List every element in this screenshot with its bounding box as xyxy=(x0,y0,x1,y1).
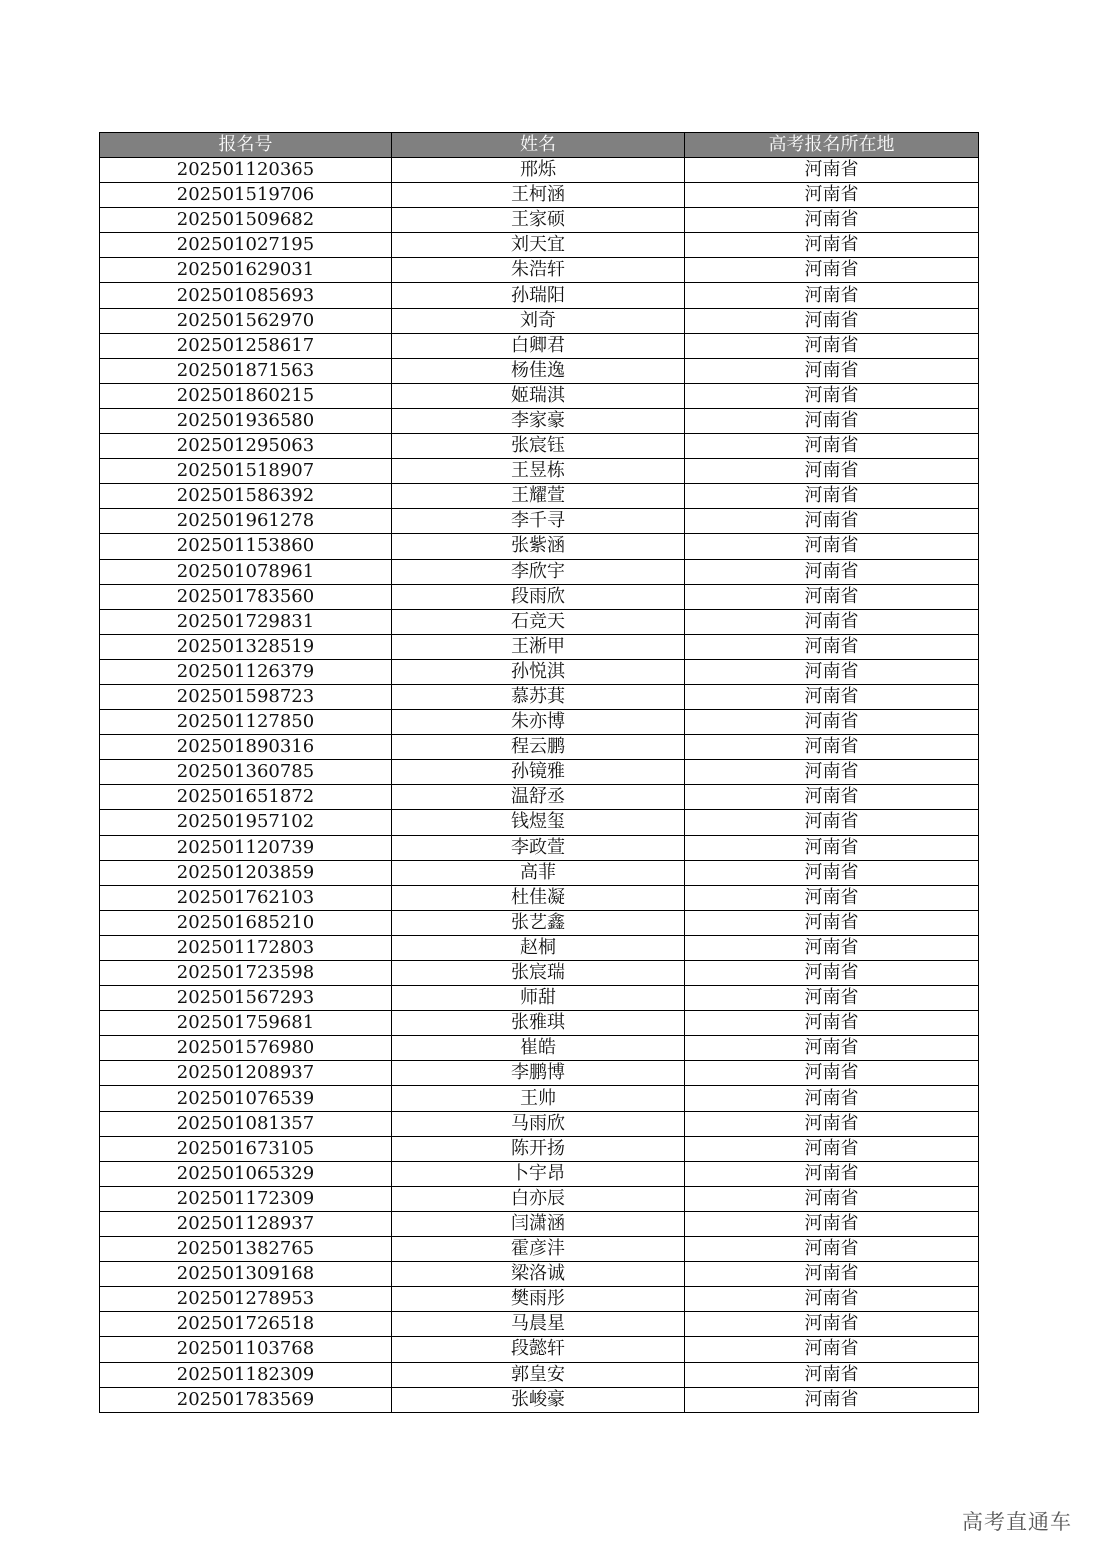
registration-number-cell: 202501890316 xyxy=(100,735,392,760)
registration-number-cell: 202501871563 xyxy=(100,358,392,383)
registration-number-cell: 202501182309 xyxy=(100,1362,392,1387)
student-name-cell: 郭皇安 xyxy=(392,1362,685,1387)
registration-location-cell: 河南省 xyxy=(685,1337,979,1362)
watermark-text: 高考直通车 xyxy=(962,1510,1072,1534)
student-name-cell: 张宸瑞 xyxy=(392,961,685,986)
student-name-cell: 朱亦博 xyxy=(392,710,685,735)
registration-location-cell: 河南省 xyxy=(685,835,979,860)
registration-location-cell: 河南省 xyxy=(685,459,979,484)
registration-number-cell: 202501509682 xyxy=(100,208,392,233)
table-row xyxy=(100,760,979,785)
student-name-cell: 崔皓 xyxy=(392,1036,685,1061)
student-name-cell: 邢烁 xyxy=(392,158,685,183)
student-name-cell: 李政萱 xyxy=(392,835,685,860)
student-name-cell: 闫潇涵 xyxy=(392,1211,685,1236)
registration-location-cell: 河南省 xyxy=(685,233,979,258)
registration-number-cell: 202501208937 xyxy=(100,1061,392,1086)
registration-number-cell: 202501519706 xyxy=(100,183,392,208)
registration-number-cell: 202501759681 xyxy=(100,1011,392,1036)
table-row xyxy=(100,534,979,559)
registration-location-cell: 河南省 xyxy=(685,258,979,283)
registration-location-cell: 河南省 xyxy=(685,609,979,634)
student-name-cell: 王家硕 xyxy=(392,208,685,233)
registration-location-cell: 河南省 xyxy=(685,1237,979,1262)
registration-number-cell: 202501673105 xyxy=(100,1136,392,1161)
table-row xyxy=(100,1287,979,1312)
registration-number-cell: 202501078961 xyxy=(100,559,392,584)
header-row xyxy=(100,133,979,158)
registration-number-cell: 202501172803 xyxy=(100,935,392,960)
registration-location-cell: 河南省 xyxy=(685,885,979,910)
table-row xyxy=(100,1161,979,1186)
roster-body xyxy=(100,158,979,1413)
student-name-cell: 温舒丞 xyxy=(392,785,685,810)
registration-location-cell: 河南省 xyxy=(685,1186,979,1211)
student-name-cell: 赵桐 xyxy=(392,935,685,960)
registration-number-cell: 202501153860 xyxy=(100,534,392,559)
student-name-cell: 程云鹏 xyxy=(392,735,685,760)
registration-location-cell: 河南省 xyxy=(685,1136,979,1161)
table-row xyxy=(100,1387,979,1412)
registration-location-cell: 河南省 xyxy=(685,584,979,609)
student-name-cell: 张雅琪 xyxy=(392,1011,685,1036)
table-row xyxy=(100,1011,979,1036)
table-row xyxy=(100,333,979,358)
registration-number-cell: 202501598723 xyxy=(100,684,392,709)
registration-location-cell: 河南省 xyxy=(685,158,979,183)
registration-location-cell: 河南省 xyxy=(685,634,979,659)
registration-location-cell: 河南省 xyxy=(685,1111,979,1136)
student-name-cell: 马晨星 xyxy=(392,1312,685,1337)
registration-number-cell: 202501562970 xyxy=(100,308,392,333)
table-row xyxy=(100,1136,979,1161)
registration-number-cell: 202501576980 xyxy=(100,1036,392,1061)
student-name-cell: 白亦辰 xyxy=(392,1186,685,1211)
table-row xyxy=(100,1111,979,1136)
registration-location-cell: 河南省 xyxy=(685,1287,979,1312)
registration-location-cell: 河南省 xyxy=(685,1312,979,1337)
registration-number-cell: 202501685210 xyxy=(100,910,392,935)
table-row xyxy=(100,183,979,208)
registration-number-cell: 202501128937 xyxy=(100,1211,392,1236)
registration-location-cell: 河南省 xyxy=(685,434,979,459)
registration-number-cell: 202501726518 xyxy=(100,1312,392,1337)
registration-number-cell: 202501203859 xyxy=(100,860,392,885)
registration-number-cell: 202501076539 xyxy=(100,1086,392,1111)
registration-location-cell: 河南省 xyxy=(685,484,979,509)
table-row xyxy=(100,885,979,910)
student-name-cell: 孙瑞阳 xyxy=(392,283,685,308)
registration-number-cell: 202501065329 xyxy=(100,1161,392,1186)
table-row xyxy=(100,383,979,408)
registration-location-cell: 河南省 xyxy=(685,961,979,986)
registration-location-cell: 河南省 xyxy=(685,986,979,1011)
registration-location-cell: 河南省 xyxy=(685,1011,979,1036)
student-name-cell: 李家豪 xyxy=(392,408,685,433)
student-name-cell: 师甜 xyxy=(392,986,685,1011)
registration-location-cell: 河南省 xyxy=(685,785,979,810)
student-name-cell: 马雨欣 xyxy=(392,1111,685,1136)
registration-location-cell: 河南省 xyxy=(685,559,979,584)
registration-number-cell: 202501309168 xyxy=(100,1262,392,1287)
student-name-cell: 杨佳逸 xyxy=(392,358,685,383)
registration-number-cell: 202501081357 xyxy=(100,1111,392,1136)
student-name-cell: 李千寻 xyxy=(392,509,685,534)
student-name-cell: 孙悦淇 xyxy=(392,659,685,684)
table-row xyxy=(100,1362,979,1387)
table-row xyxy=(100,559,979,584)
table-row xyxy=(100,158,979,183)
registration-location-cell: 河南省 xyxy=(685,408,979,433)
student-name-cell: 杜佳凝 xyxy=(392,885,685,910)
registration-number-cell: 202501783560 xyxy=(100,584,392,609)
registration-number-cell: 202501961278 xyxy=(100,509,392,534)
student-name-cell: 石竞天 xyxy=(392,609,685,634)
registration-location-cell: 河南省 xyxy=(685,860,979,885)
registration-number-cell: 202501651872 xyxy=(100,785,392,810)
table-row xyxy=(100,961,979,986)
table-row xyxy=(100,408,979,433)
student-name-cell: 李欣宇 xyxy=(392,559,685,584)
registration-number-cell: 202501127850 xyxy=(100,710,392,735)
table-row xyxy=(100,459,979,484)
table-row xyxy=(100,584,979,609)
student-name-cell: 高菲 xyxy=(392,860,685,885)
registration-location-cell: 河南省 xyxy=(685,1211,979,1236)
registration-number-cell: 202501295063 xyxy=(100,434,392,459)
registration-number-cell: 202501382765 xyxy=(100,1237,392,1262)
registration-location-cell: 河南省 xyxy=(685,383,979,408)
registration-number-cell: 202501567293 xyxy=(100,986,392,1011)
table-row xyxy=(100,434,979,459)
table-row xyxy=(100,986,979,1011)
table-row xyxy=(100,935,979,960)
student-name-cell: 刘天宜 xyxy=(392,233,685,258)
registration-number-cell: 202501957102 xyxy=(100,810,392,835)
table-row xyxy=(100,835,979,860)
registration-number-cell: 202501629031 xyxy=(100,258,392,283)
student-name-cell: 钱煜玺 xyxy=(392,810,685,835)
table-row xyxy=(100,634,979,659)
student-name-cell: 王昱栋 xyxy=(392,459,685,484)
registration-number-cell: 202501120739 xyxy=(100,835,392,860)
registration-number-cell: 202501762103 xyxy=(100,885,392,910)
table-row xyxy=(100,208,979,233)
registration-number-cell: 202501328519 xyxy=(100,634,392,659)
table-row xyxy=(100,1086,979,1111)
registration-number-cell: 202501723598 xyxy=(100,961,392,986)
registration-number-cell: 202501126379 xyxy=(100,659,392,684)
table-row xyxy=(100,710,979,735)
registration-number-cell: 202501729831 xyxy=(100,609,392,634)
registration-location-cell: 河南省 xyxy=(685,1086,979,1111)
registration-number-cell: 202501085693 xyxy=(100,283,392,308)
registration-location-cell: 河南省 xyxy=(685,283,979,308)
table-row xyxy=(100,358,979,383)
registration-location-cell: 河南省 xyxy=(685,183,979,208)
registration-location-cell: 河南省 xyxy=(685,935,979,960)
registration-location-cell: 河南省 xyxy=(685,1161,979,1186)
table-row xyxy=(100,258,979,283)
registration-number-cell: 202501360785 xyxy=(100,760,392,785)
table-row xyxy=(100,810,979,835)
registration-number-cell: 202501027195 xyxy=(100,233,392,258)
table-row xyxy=(100,1337,979,1362)
roster-table xyxy=(99,132,979,1413)
student-name-cell: 刘奇 xyxy=(392,308,685,333)
student-name-cell: 李鹏博 xyxy=(392,1061,685,1086)
student-name-cell: 孙镜雅 xyxy=(392,760,685,785)
registration-location-cell: 河南省 xyxy=(685,1387,979,1412)
registration-number-cell: 202501936580 xyxy=(100,408,392,433)
student-name-cell: 霍彦沣 xyxy=(392,1237,685,1262)
registration-number-cell: 202501783569 xyxy=(100,1387,392,1412)
student-name-cell: 梁洛诚 xyxy=(392,1262,685,1287)
registration-location-cell: 河南省 xyxy=(685,333,979,358)
registration-location-cell: 河南省 xyxy=(685,509,979,534)
table-row xyxy=(100,659,979,684)
table-row xyxy=(100,1237,979,1262)
header-registration-number: 报名号 xyxy=(100,133,392,158)
student-name-cell: 王帅 xyxy=(392,1086,685,1111)
table-row xyxy=(100,308,979,333)
table-row xyxy=(100,509,979,534)
registration-location-cell: 河南省 xyxy=(685,208,979,233)
registration-location-cell: 河南省 xyxy=(685,1036,979,1061)
registration-number-cell: 202501172309 xyxy=(100,1186,392,1211)
table-row xyxy=(100,1061,979,1086)
registration-location-cell: 河南省 xyxy=(685,810,979,835)
table-row xyxy=(100,283,979,308)
table-row xyxy=(100,1186,979,1211)
registration-location-cell: 河南省 xyxy=(685,358,979,383)
student-name-cell: 樊雨彤 xyxy=(392,1287,685,1312)
table-row xyxy=(100,1262,979,1287)
student-name-cell: 慕苏萁 xyxy=(392,684,685,709)
registration-number-cell: 202501103768 xyxy=(100,1337,392,1362)
student-name-cell: 王耀萱 xyxy=(392,484,685,509)
table-row xyxy=(100,1036,979,1061)
student-name-cell: 朱浩轩 xyxy=(392,258,685,283)
student-name-cell: 张紫涵 xyxy=(392,534,685,559)
registration-location-cell: 河南省 xyxy=(685,760,979,785)
table-row xyxy=(100,735,979,760)
table-row xyxy=(100,1312,979,1337)
table-row xyxy=(100,233,979,258)
student-name-cell: 卜宇昂 xyxy=(392,1161,685,1186)
student-name-cell: 张艺鑫 xyxy=(392,910,685,935)
registration-number-cell: 202501120365 xyxy=(100,158,392,183)
student-name-cell: 王柯涵 xyxy=(392,183,685,208)
student-name-cell: 段雨欣 xyxy=(392,584,685,609)
table-row xyxy=(100,1211,979,1236)
registration-location-cell: 河南省 xyxy=(685,534,979,559)
student-name-cell: 白卿君 xyxy=(392,333,685,358)
registration-location-cell: 河南省 xyxy=(685,1061,979,1086)
table-row xyxy=(100,860,979,885)
table-row xyxy=(100,684,979,709)
registration-location-cell: 河南省 xyxy=(685,710,979,735)
student-name-cell: 张宸钰 xyxy=(392,434,685,459)
registration-number-cell: 202501278953 xyxy=(100,1287,392,1312)
registration-location-cell: 河南省 xyxy=(685,659,979,684)
student-name-cell: 段懿轩 xyxy=(392,1337,685,1362)
table-row xyxy=(100,785,979,810)
registration-location-cell: 河南省 xyxy=(685,1262,979,1287)
table-row xyxy=(100,609,979,634)
table-row xyxy=(100,484,979,509)
header-registration-location: 高考报名所在地 xyxy=(685,133,979,158)
registration-location-cell: 河南省 xyxy=(685,308,979,333)
header-name: 姓名 xyxy=(392,133,685,158)
registration-number-cell: 202501860215 xyxy=(100,383,392,408)
registration-location-cell: 河南省 xyxy=(685,1362,979,1387)
student-name-cell: 陈开扬 xyxy=(392,1136,685,1161)
registration-location-cell: 河南省 xyxy=(685,735,979,760)
registration-location-cell: 河南省 xyxy=(685,684,979,709)
table-row xyxy=(100,910,979,935)
registration-number-cell: 202501258617 xyxy=(100,333,392,358)
registration-number-cell: 202501518907 xyxy=(100,459,392,484)
registration-number-cell: 202501586392 xyxy=(100,484,392,509)
student-name-cell: 王淅甲 xyxy=(392,634,685,659)
student-name-cell: 姬瑞淇 xyxy=(392,383,685,408)
student-name-cell: 张峻豪 xyxy=(392,1387,685,1412)
registration-location-cell: 河南省 xyxy=(685,910,979,935)
